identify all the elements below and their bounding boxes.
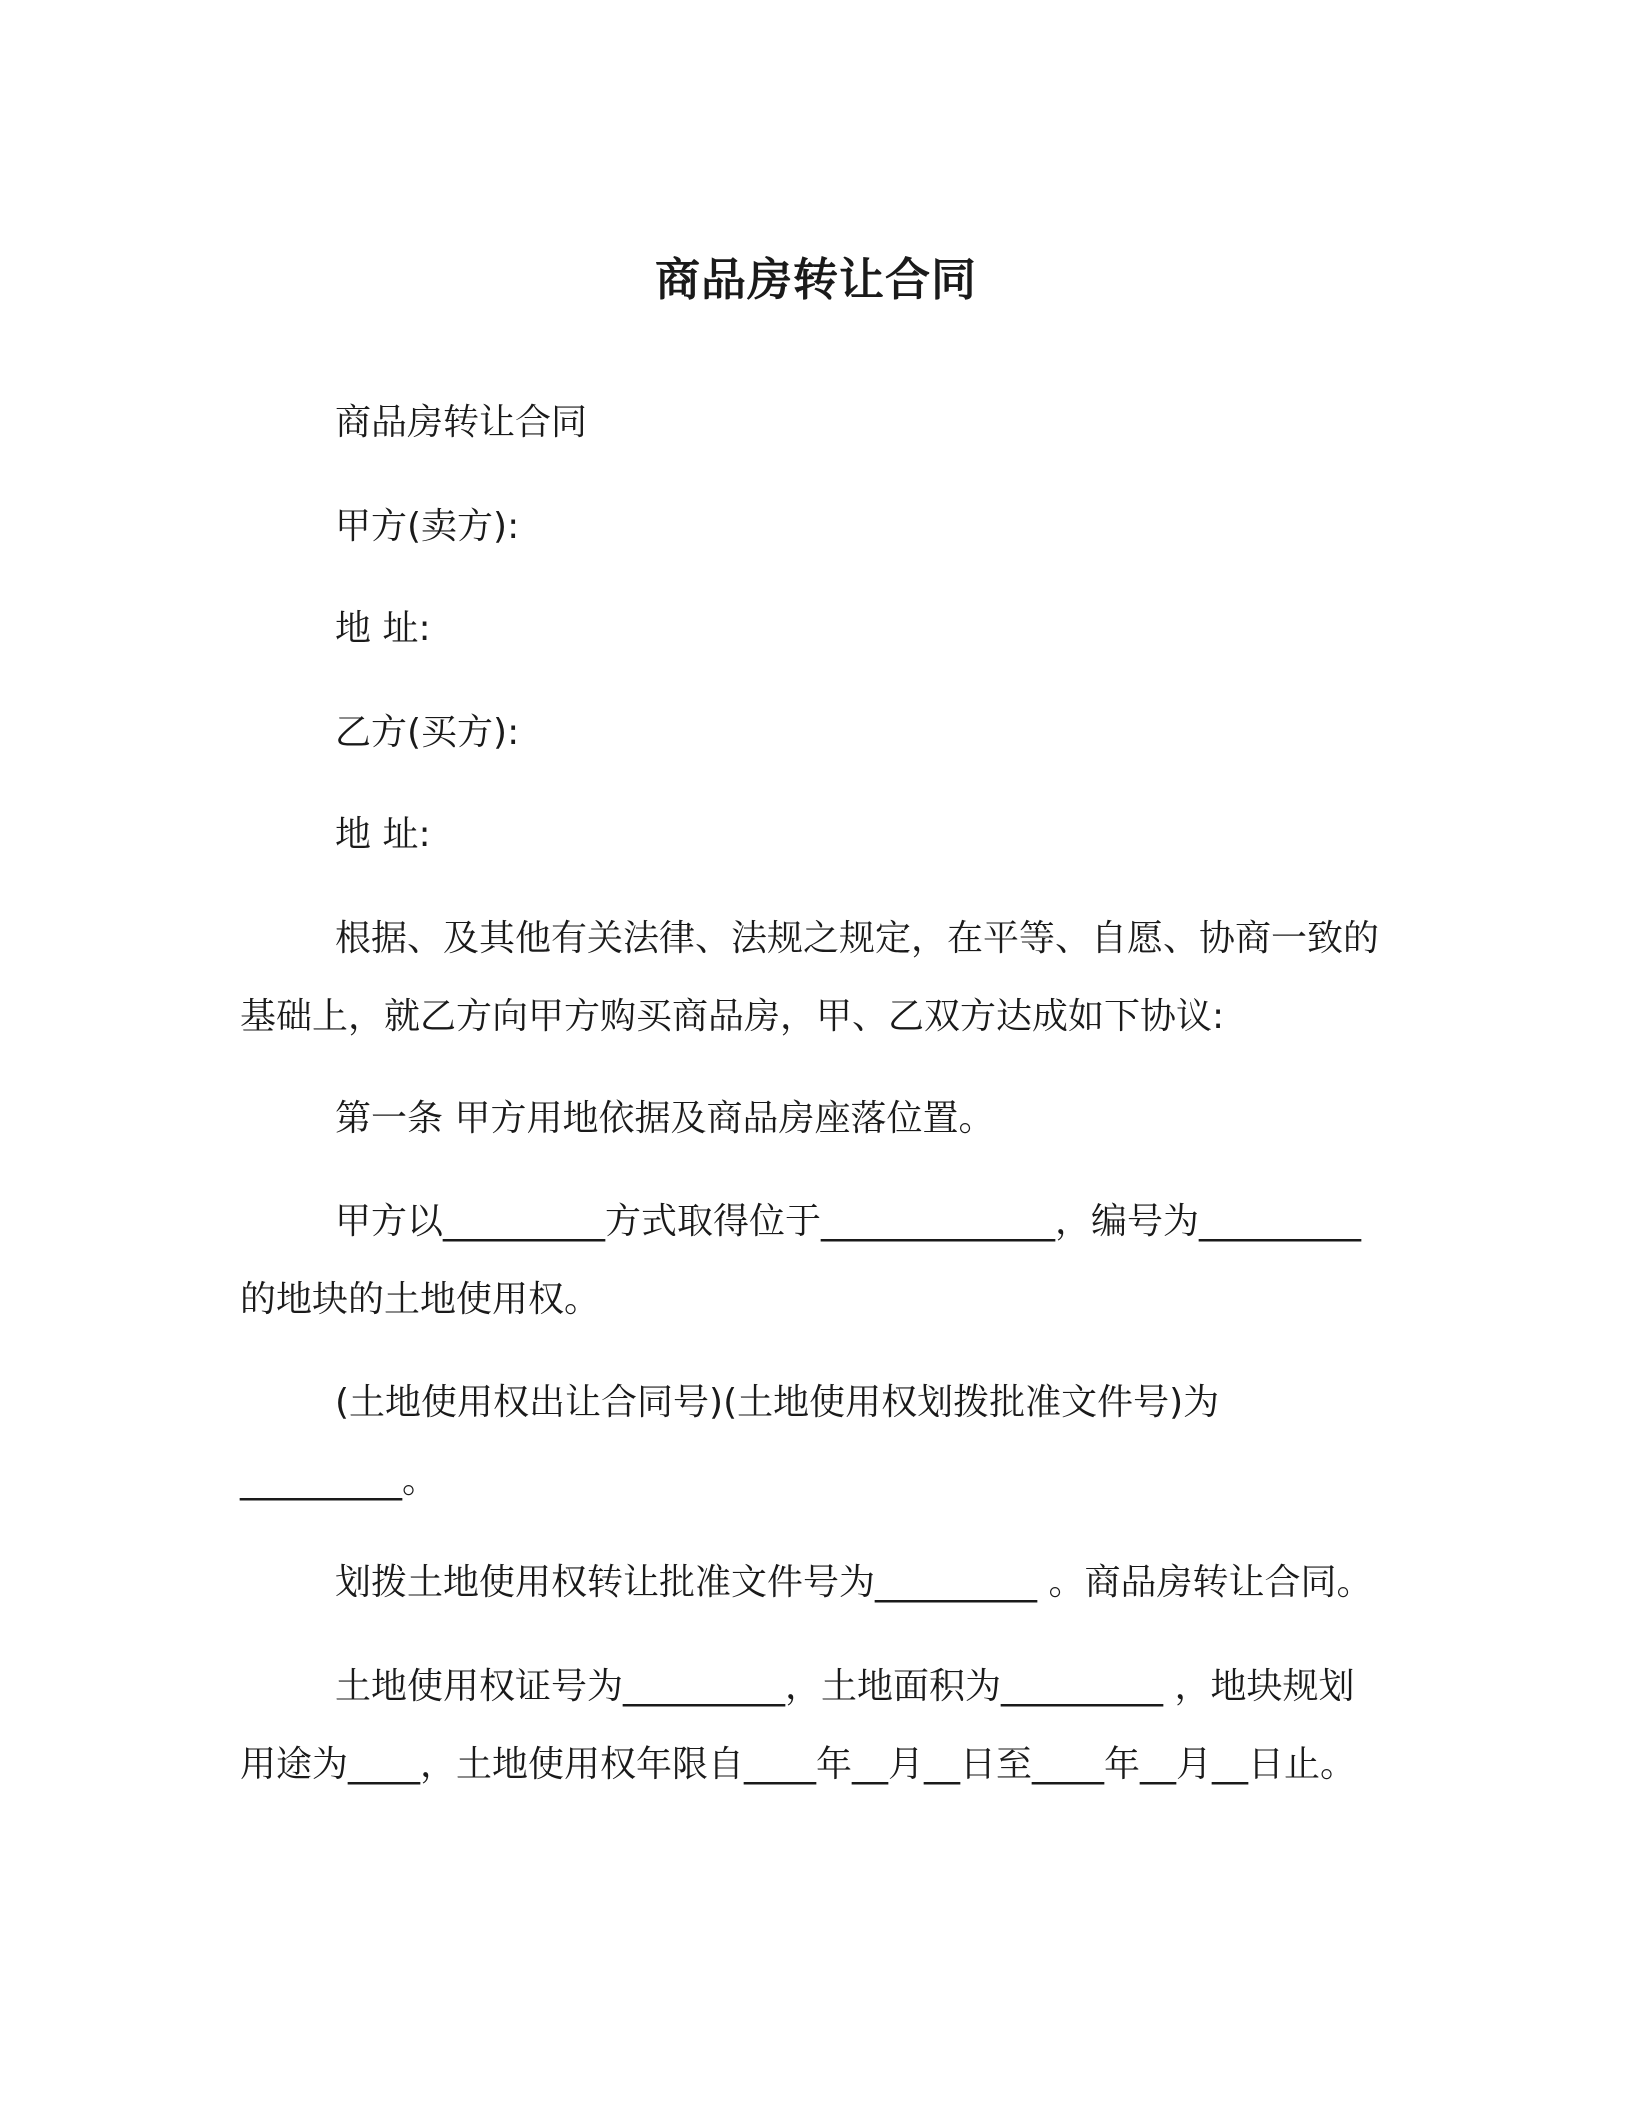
paragraph-preamble: 根据、及其他有关法律、法规之规定，在平等、自愿、协商一致的基础上，就乙方向甲方购买商品房，甲、乙双方达成如下协议: — [240, 918, 1380, 1037]
paragraph-party-b: 乙方(买方): — [335, 712, 520, 753]
paragraph-article-1: 第一条 甲方用地依据及商品房座落位置。 — [335, 1098, 995, 1139]
paragraph-party-a-address: 地 址: — [335, 608, 431, 649]
paragraph-heading: 商品房转让合同 — [335, 402, 588, 443]
paragraph-land-acquisition: 甲方以_________方式取得位于_____________，编号为_________的地块的土地使用权。 — [240, 1201, 1362, 1320]
paragraph-party-a: 甲方(卖方): — [335, 506, 520, 547]
paragraph-land-certificate: 土地使用权证号为_________，土地面积为_________ ，地块规划用途为____，土地使用权年限自____年__月__日至____年__月__日止。 — [240, 1666, 1357, 1785]
document-title: 商品房转让合同 — [654, 253, 977, 307]
paragraph-transfer-approval: 划拨土地使用权转让批准文件号为_________ 。商品房转让合同。 — [335, 1562, 1373, 1603]
paragraph-contract-number: (土地使用权出让合同号)(土地使用权划拨批准文件号)为_________。 — [240, 1382, 1220, 1501]
paragraph-party-b-address: 地 址: — [335, 814, 431, 855]
